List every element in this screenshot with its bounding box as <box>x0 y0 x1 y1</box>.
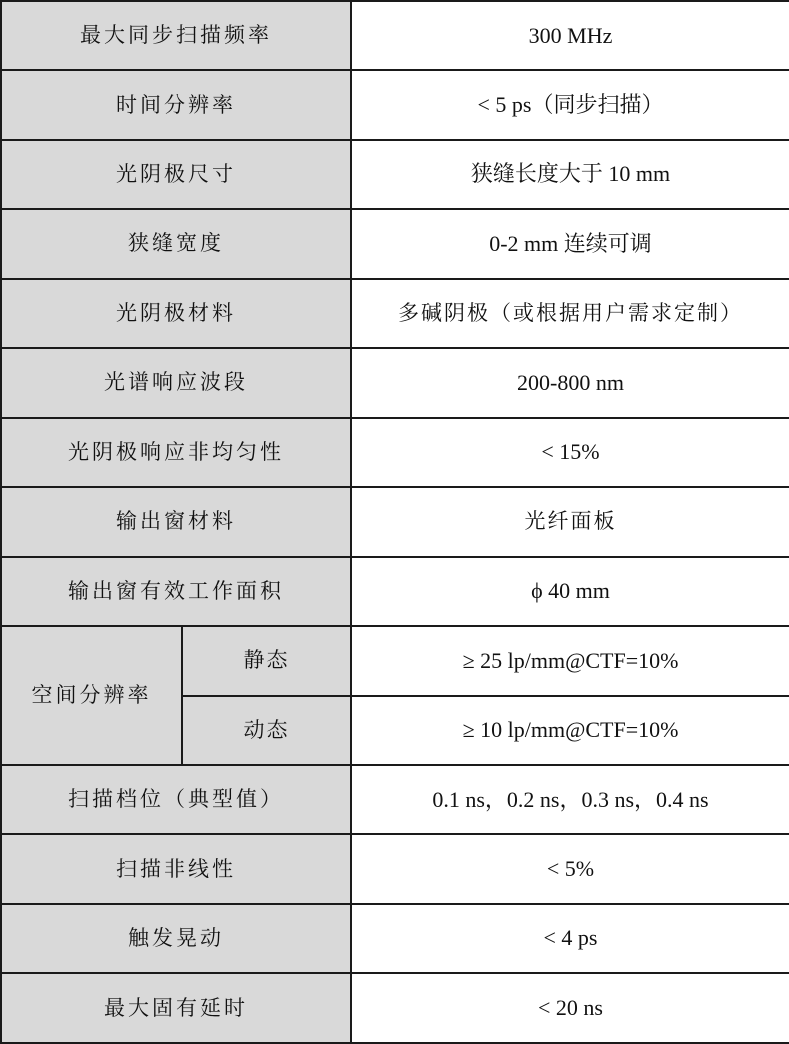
table-row <box>1 973 789 1043</box>
table-row <box>1 209 789 278</box>
table-row <box>1 1 789 70</box>
param-value: 狭缝长度大于 10 mm <box>351 140 789 209</box>
table-row <box>1 834 789 903</box>
param-label: 时间分辨率 <box>1 70 351 139</box>
static-value: ≥ 25 lp/mm@CTF=10% <box>351 626 789 695</box>
param-label: 扫描非线性 <box>1 834 351 903</box>
table-row <box>1 418 789 487</box>
table-row <box>1 70 789 139</box>
table-row <box>1 140 789 209</box>
table-row <box>1 487 789 556</box>
param-label: 最大同步扫描频率 <box>1 1 351 70</box>
param-value: 多碱阴极（或根据用户需求定制） <box>351 279 789 348</box>
param-label: 光阴极响应非均匀性 <box>1 418 351 487</box>
table-row <box>1 765 789 834</box>
table-row <box>1 626 789 695</box>
table-row <box>1 904 789 973</box>
param-value: ϕ 40 mm <box>351 557 789 626</box>
table-row <box>1 279 789 348</box>
param-label: 最大固有延时 <box>1 973 351 1043</box>
param-label: 输出窗材料 <box>1 487 351 556</box>
param-value: < 15% <box>351 418 789 487</box>
param-label: 光阴极材料 <box>1 279 351 348</box>
table-row <box>1 348 789 417</box>
param-value: 300 MHz <box>351 1 789 70</box>
dynamic-value: ≥ 10 lp/mm@CTF=10% <box>351 696 789 765</box>
param-label: 触发晃动 <box>1 904 351 973</box>
param-value: < 20 ns <box>351 973 789 1043</box>
table-row <box>1 557 789 626</box>
param-value: < 5 ps（同步扫描） <box>351 70 789 139</box>
param-label: 光谱响应波段 <box>1 348 351 417</box>
param-value: 0-2 mm 连续可调 <box>351 209 789 278</box>
param-value: < 5% <box>351 834 789 903</box>
param-value: 光纤面板 <box>351 487 789 556</box>
spatial-resolution-label: 空间分辨率 <box>1 626 182 765</box>
param-label: 输出窗有效工作面积 <box>1 557 351 626</box>
param-value: 0.1 ns，0.2 ns，0.3 ns，0.4 ns <box>351 765 789 834</box>
param-value: < 4 ps <box>351 904 789 973</box>
static-label: 静态 <box>182 626 351 695</box>
param-label: 扫描档位（典型值） <box>1 765 351 834</box>
param-label: 光阴极尺寸 <box>1 140 351 209</box>
dynamic-label: 动态 <box>182 696 351 765</box>
param-value: 200-800 nm <box>351 348 789 417</box>
param-label: 狭缝宽度 <box>1 209 351 278</box>
